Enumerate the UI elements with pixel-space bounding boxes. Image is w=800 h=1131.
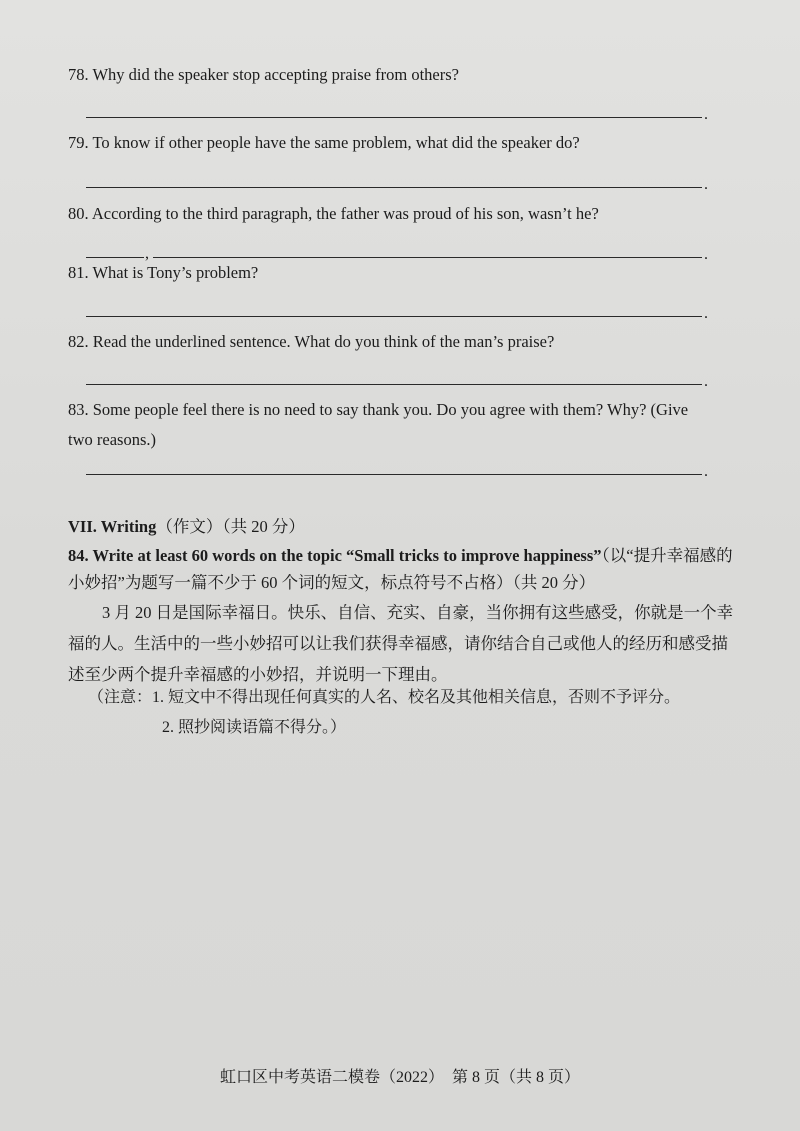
answer-line-80-long[interactable] bbox=[153, 257, 702, 258]
writing-task bbox=[68, 542, 733, 596]
question-79: 79. To know if other people have the same problem, what did the speaker do? bbox=[68, 133, 580, 152]
answer-period-79: . bbox=[704, 176, 708, 193]
question-83: 83. Some people feel there is no need to say thank you. Do you agree with them? Why? (Give two reasons.) bbox=[68, 400, 689, 449]
question-78: 78. Why did the speaker stop accepting praise from others? bbox=[68, 65, 459, 84]
answer-line-79[interactable] bbox=[86, 187, 702, 188]
answer-period-82: . bbox=[704, 373, 708, 390]
answer-comma-80: , bbox=[145, 245, 149, 262]
answer-period-81: . bbox=[704, 305, 708, 322]
answer-period-83: . bbox=[704, 463, 708, 480]
writing-task-cn: （以“提升幸福感的小妙招”为题写一篇不少于 60 个词的短文，标点符号不占格）（共 20 分） bbox=[68, 546, 733, 592]
section-heading-en: VII. Writing bbox=[68, 517, 157, 536]
writing-task-en: 84. Write at least 60 words on the topic “Small tricks to improve happiness” bbox=[68, 546, 602, 565]
section-heading-cn: （作文）（共 20 分） bbox=[156, 517, 305, 536]
answer-line-81[interactable] bbox=[86, 316, 702, 317]
answer-period-78: . bbox=[704, 106, 708, 123]
question-81: 81. What is Tony’s problem? bbox=[68, 263, 259, 282]
note-2: 2. 照抄阅读语篇不得分。） bbox=[162, 719, 347, 736]
answer-line-80-short[interactable] bbox=[86, 257, 144, 258]
note-1: （注意：1. 短文中不得出现任何真实的人名、校名及其他相关信息，否则不予评分。 bbox=[88, 689, 681, 706]
answer-line-78[interactable] bbox=[86, 117, 702, 118]
answer-line-83[interactable] bbox=[86, 474, 702, 475]
writing-instructions: 3 月 20 日是国际幸福日。快乐、自信、充实、自豪，当你拥有这些感受，你就是一个幸福的人。生活中的一些小妙招可以让我们获得幸福感，请你结合自己或他人的经历和感受描述至少两个提升幸福感的小妙招，并说明一下理由。 bbox=[68, 603, 734, 684]
question-82: 82. Read the underlined sentence. What do you think of the man’s praise? bbox=[68, 332, 555, 351]
question-80: 80. According to the third paragraph, the father was proud of his son, wasn’t he? bbox=[68, 204, 599, 223]
answer-period-80: . bbox=[704, 246, 708, 263]
answer-line-82[interactable] bbox=[86, 384, 702, 385]
section-heading bbox=[68, 513, 305, 537]
page-footer: 虹口区中考英语二模卷（2022） 第 8 页（共 8 页） bbox=[219, 1069, 580, 1086]
